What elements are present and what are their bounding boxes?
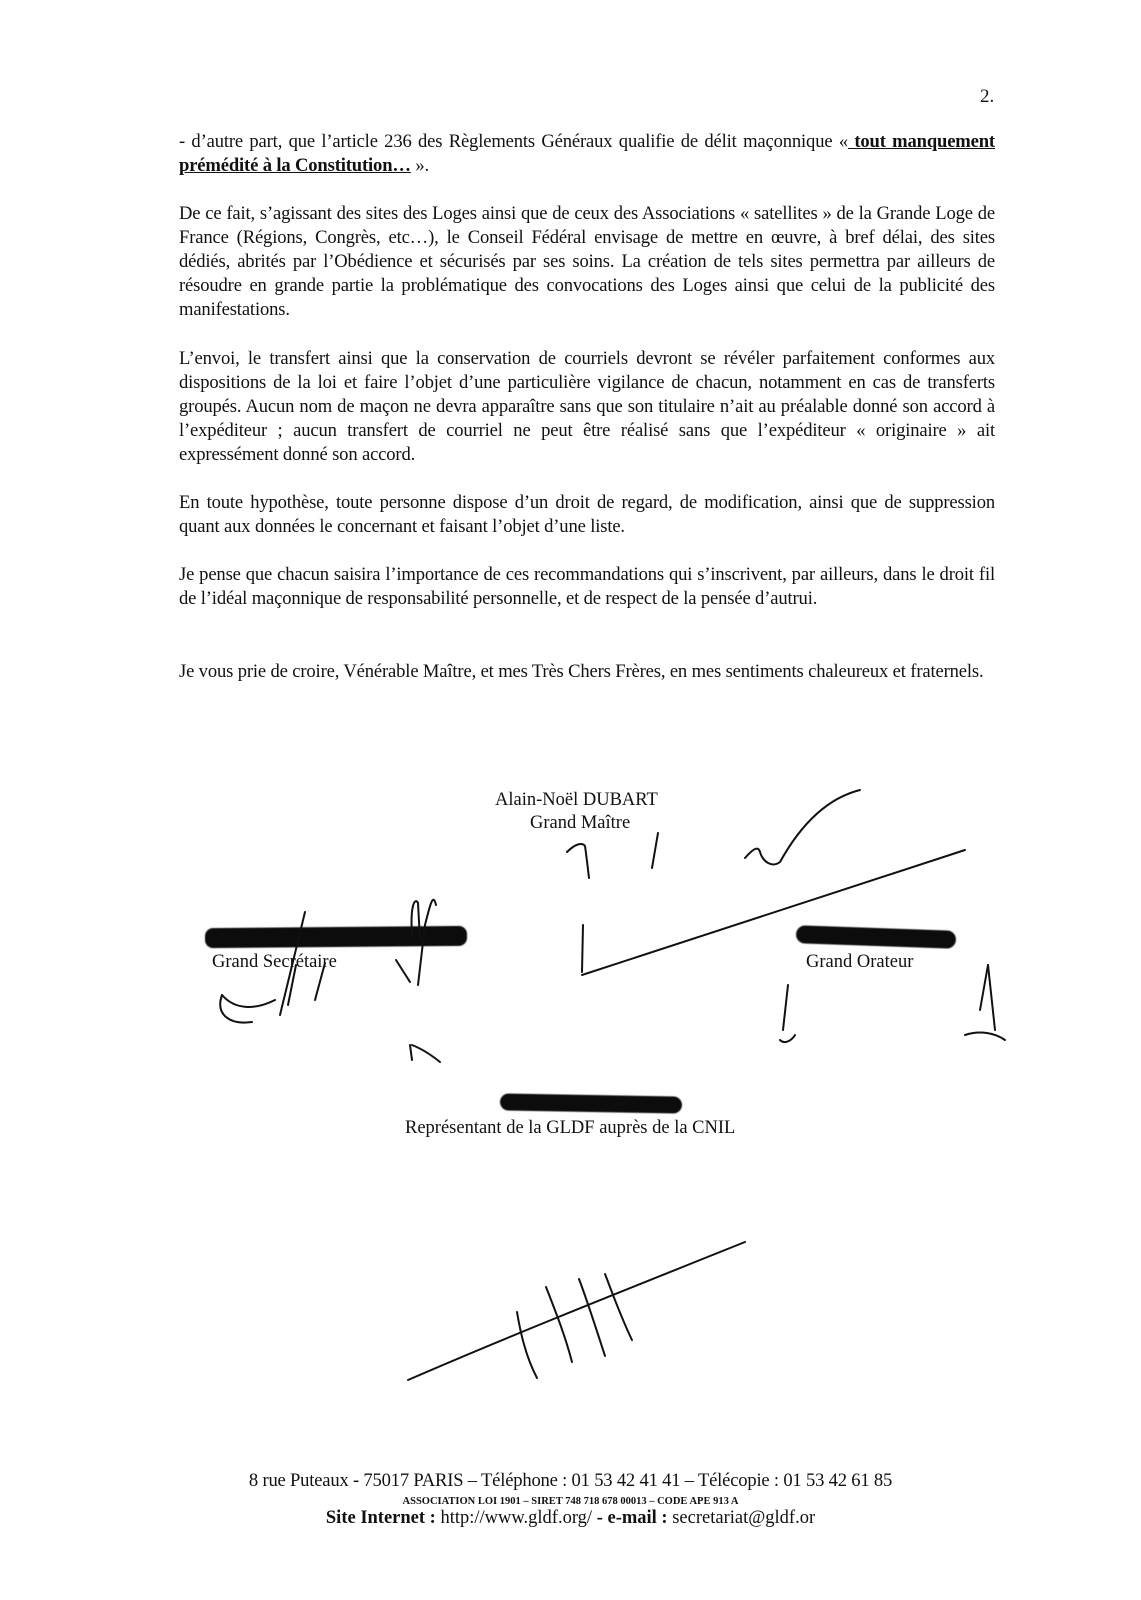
- grand-secretary-title: Grand Secrétaire: [212, 952, 337, 972]
- footer-address-line: 8 rue Puteaux - 75017 PARIS – Téléphone : 01 53 42 41 41 – Télécopie : 01 53 42 61 85: [248, 1470, 893, 1491]
- email-label: e-mail :: [607, 1508, 668, 1528]
- grand-secretary-signature: [220, 900, 440, 1062]
- paragraph-courriels: [179, 347, 995, 467]
- paragraph-text: - d’autre part, que l’article 236 des Règlements Généraux qualifie de délit maçonnique «: [179, 131, 848, 152]
- paragraph-text: En toute hypothèse, toute personne dispose d’un droit de regard, de modification, ainsi que de suppression quant aux données le concernant et faisant l’objet d’une liste.: [179, 492, 995, 537]
- redaction-bar-grand-orator: [796, 925, 957, 949]
- footer-separator: -: [592, 1508, 608, 1528]
- footer-web-line: [0, 1508, 1141, 1529]
- grand-orator-signature: [780, 965, 1005, 1042]
- paragraph-text: Je pense que chacun saisira l’importance de ces recommandations qui s’inscrivent, par ailleurs, dans le droit fil de l’idéal maçonnique de responsabilité personnelle, et de respect de la pensée d’autrui.: [179, 564, 995, 609]
- paragraph-droits: [179, 491, 995, 539]
- paragraph-sites: [179, 202, 995, 322]
- grand-orator-title: Grand Orateur: [806, 952, 914, 972]
- footer-legal-line: ASSOCIATION LOI 1901 – SIRET 748 718 678 00013 – CODE APE 913 A: [402, 1496, 739, 1507]
- website-link[interactable]: http://www.gldf.org/: [440, 1508, 593, 1528]
- email-link[interactable]: secretariat@gldf.or: [672, 1508, 816, 1528]
- paragraph-recommandations: [179, 563, 995, 611]
- emphasized-quote: tout manquement prémédité à la Constitution…: [179, 131, 995, 176]
- grand-master-title: Grand Maître: [530, 813, 631, 833]
- paragraph-article-236: [179, 130, 995, 178]
- redaction-bar-grand-secretary: [205, 926, 467, 948]
- page-number: 2.: [980, 86, 995, 107]
- redaction-bar-cnil-rep: [500, 1093, 682, 1113]
- grand-master-name: Alain-Noël DUBART: [495, 790, 658, 810]
- cnil-rep-signature: [408, 1242, 745, 1380]
- website-label: Site Internet :: [325, 1508, 436, 1528]
- paragraph-text: L’envoi, le transfert ainsi que la conservation de courriels devront se révéler parfaitement conformes aux dispositions de la loi et faire l’objet d’une particulière vigilance de chacun, notamment en cas de transferts groupés. Aucun nom de maçon ne devra apparaître sans que son titulaire n’ait au préalable donné son accord à l’expéditeur ; aucun transfert de courriel ne peut être réalisé sans que l’expéditeur « originaire » ait expressément donné son accord.: [179, 348, 995, 465]
- paragraph-text: Je vous prie de croire, Vénérable Maître, et mes Très Chers Frères, en mes sentiments chaleureux et fraternels.: [179, 661, 984, 682]
- cnil-representative-title: Représentant de la GLDF auprès de la CNIL: [405, 1118, 736, 1138]
- paragraph-text-end: ».: [410, 155, 429, 176]
- paragraph-closing: [179, 660, 995, 684]
- paragraph-text: De ce fait, s’agissant des sites des Loges ainsi que de ceux des Associations « satellites » de la Grande Loge de France (Régions, Congrès, etc…), le Conseil Fédéral envisage de mettre en œuvre, à bref délai, des sites dédiés, abrités par l’Obédience et sécurisés par ses soins. La création de tels sites permettra par ailleurs de résoudre en grande partie la problématique des convocations des Loges ainsi que celui de la publicité des manifestations.: [179, 203, 995, 320]
